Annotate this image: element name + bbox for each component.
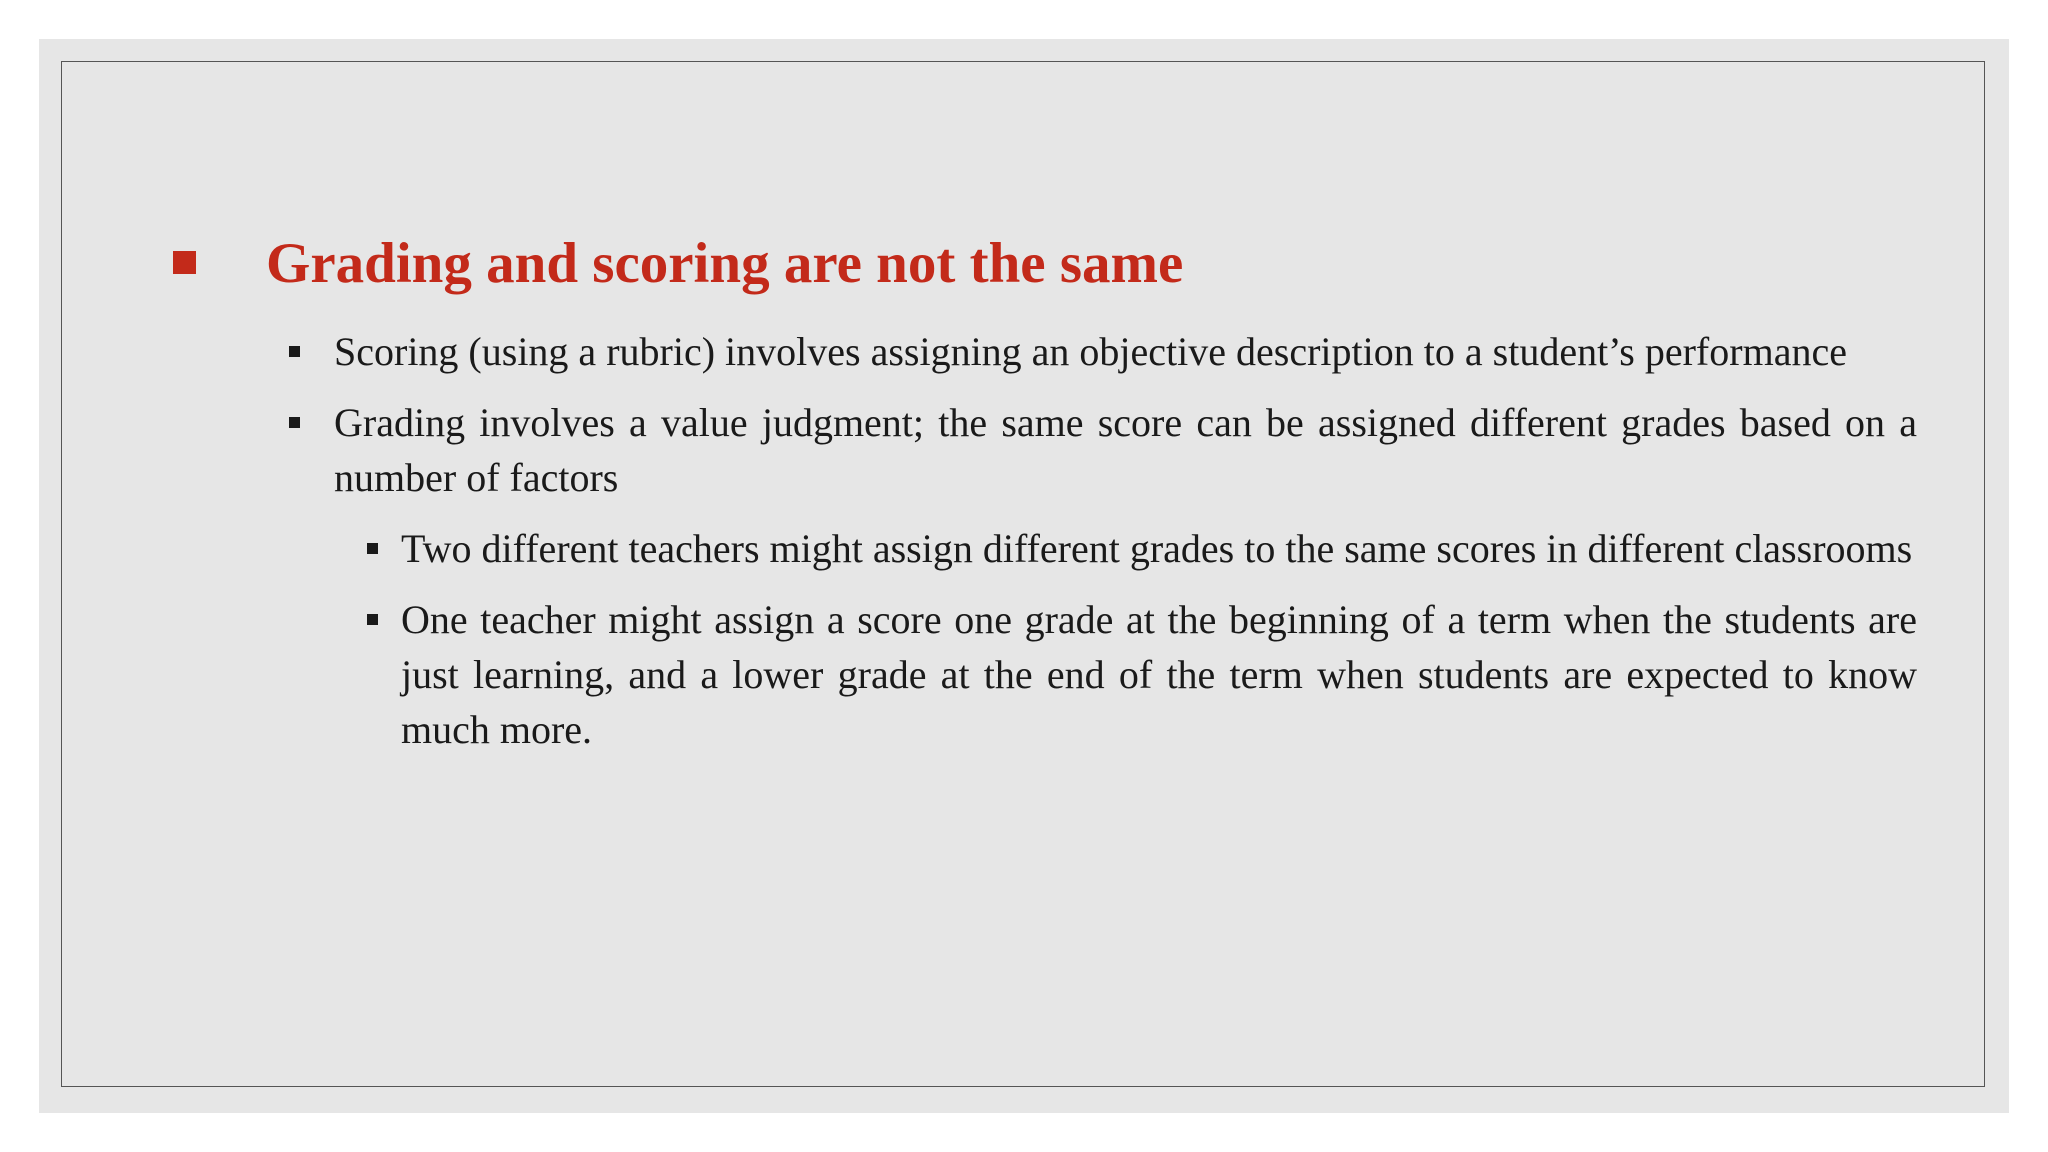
sub-bullet-text: One teacher might assign a score one grade at the beginning of a term when the students are just learning, and a lower grade at the end of the term when students are expected to know much more. [401,597,1917,752]
slide [39,39,2009,1113]
bullet-text: Grading involves a value judgment; the same score can be assigned different grades based on a number of factors [334,400,1917,500]
slide-content [173,224,1917,773]
slide-heading-text: Grading and scoring are not the same [266,232,1184,295]
sub-bullet-item [401,521,1917,576]
sub-bullet-item [401,592,1917,757]
bullet-item [334,324,1917,379]
bullet-text: Scoring (using a rubric) involves assigning an objective description to a student’s performance [334,329,1847,374]
square-bullet-icon [367,614,378,625]
slide-heading [173,224,1877,304]
heading-square-bullet-icon [173,251,196,274]
bullet-item [334,395,1917,505]
sub-bullet-text: Two different teachers might assign different grades to the same scores in different classrooms [401,526,1913,571]
square-bullet-icon [367,543,378,554]
square-bullet-icon [289,346,300,357]
square-bullet-icon [289,417,300,428]
